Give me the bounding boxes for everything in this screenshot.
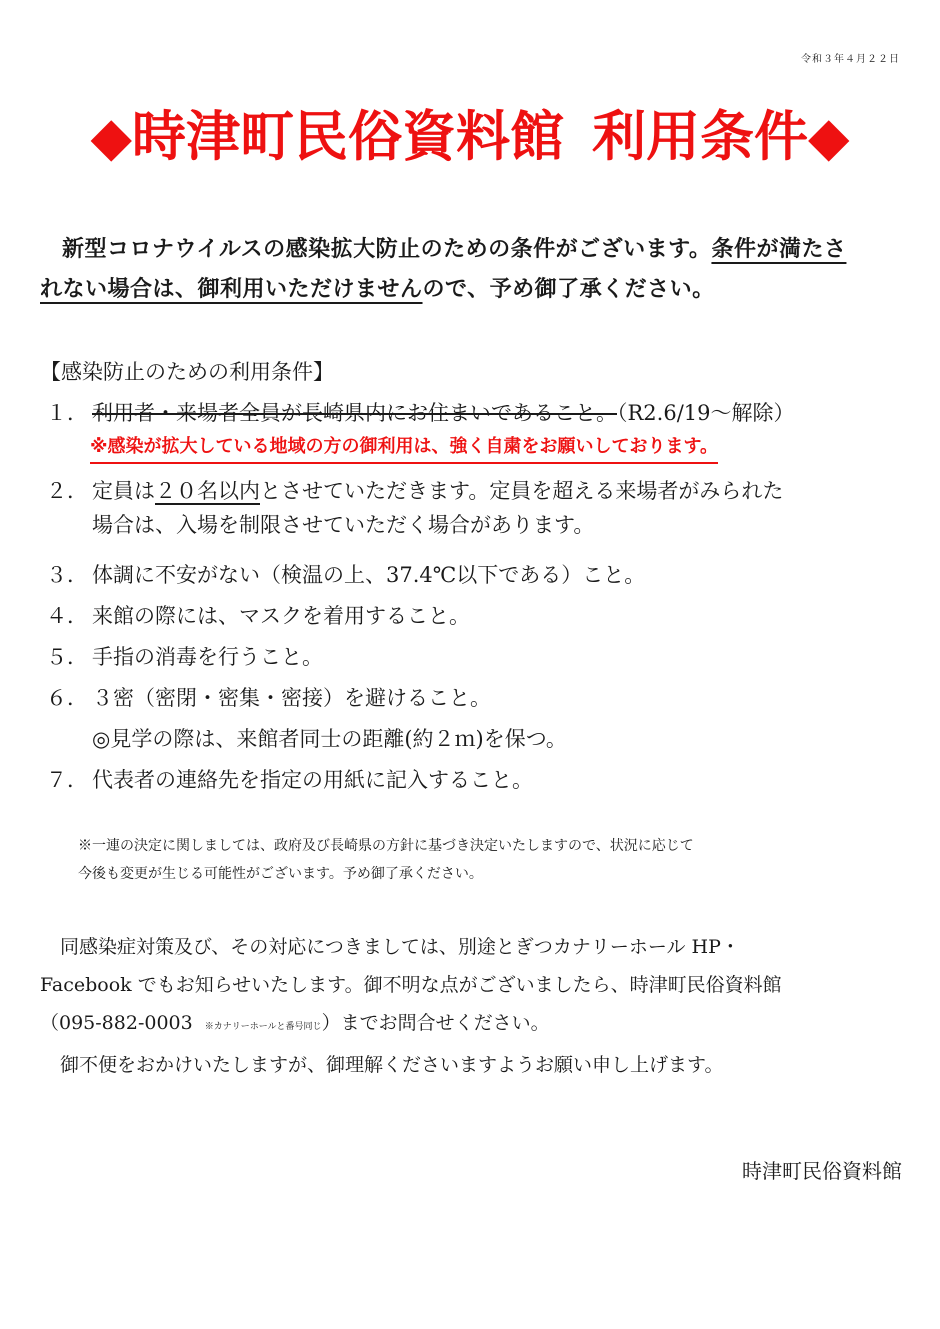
- item-number: ４．: [46, 604, 88, 628]
- intro-underlined-2: れない場合は、御利用いただけません: [40, 277, 423, 302]
- signature: 時津町民俗資料館: [742, 1159, 902, 1183]
- item-number: ６．: [46, 686, 88, 710]
- item-text: 代表者の連絡先を指定の用紙に記入すること。: [92, 768, 533, 792]
- title-sub: 利用条件: [592, 105, 808, 168]
- intro-underlined-1: 条件が満たさ: [711, 237, 847, 262]
- closing-line-3: （095-882-0003 ※カナリーホールと番号同じ）までお問合せください。: [40, 1012, 550, 1034]
- condition-item-6: [46, 681, 906, 756]
- item-continuation: ◎見学の際は、来館者同士の距離(約２ｍ)を保つ。: [92, 727, 567, 751]
- item-text: 体調に不安がない（検温の上、37.4℃以下である）こと。: [92, 563, 646, 587]
- closing-line-1: 同感染症対策及び、その対応につきましては、別途とぎつカナリーホール HP・: [60, 936, 740, 958]
- item-text: 来館の際には、マスクを着用すること。: [92, 604, 470, 628]
- policy-note-line-1: ※一連の決定に関しましては、政府及び長崎県の方針に基づき決定いたしますので、状況に応じて: [78, 838, 694, 854]
- item-continuation: 場合は、入場を制限させていただく場合があります。: [92, 513, 595, 537]
- condition-item-1: [46, 396, 906, 430]
- item-number: ３．: [46, 563, 88, 587]
- item-number: ５．: [46, 645, 88, 669]
- closing-line-4: 御不便をおかけいたしますが、御理解くださいますようお願い申し上げます。: [60, 1054, 724, 1076]
- phone-note: ※カナリーホールと番号同じ: [204, 1022, 322, 1032]
- closing-line-2: Facebook でもお知らせいたします。御不明な点がございましたら、時津町民俗資料館: [40, 974, 782, 996]
- intro-paragraph: [40, 230, 906, 310]
- conditions-heading: 【感染防止のための利用条件】: [40, 360, 334, 384]
- capacity-highlight: ２０名以内: [155, 479, 260, 503]
- condition-item-5: [46, 640, 906, 674]
- page-title: [0, 100, 940, 174]
- item-text: ３密（密閉・密集・密接）を避けること。: [92, 686, 491, 710]
- red-warning-note: ※感染が拡大している地域の方の御利用は、強く自粛をお願いしております。: [90, 432, 718, 464]
- item-text: 定員は: [92, 479, 155, 503]
- condition-item-2: [46, 474, 906, 542]
- intro-text-2: ので、予め御了承ください。: [422, 277, 715, 302]
- item-text: 手指の消毒を行うこと。: [92, 645, 323, 669]
- item-suffix: （R2.6/19～解除）: [617, 401, 795, 425]
- condition-item-3: [46, 558, 906, 592]
- condition-item-4: [46, 599, 906, 633]
- diamond-icon-left: ◆: [90, 105, 132, 168]
- item-number: ７．: [46, 768, 88, 792]
- closing-paragraph: [40, 928, 906, 1084]
- title-main: 時津町民俗資料館: [132, 105, 564, 168]
- policy-note-line-2: 今後も変更が生じる可能性がございます。予め御了承ください。: [78, 866, 483, 882]
- contact-phone: （095-882-0003: [40, 1012, 193, 1034]
- condition-item-7: [46, 763, 906, 797]
- intro-text: 新型コロナウイルスの感染拡大防止のための条件がございます。: [62, 237, 712, 262]
- policy-note: [78, 832, 898, 888]
- diamond-icon-right: ◆: [808, 105, 850, 168]
- item-text-post: とさせていただきます。定員を超える来場者がみられた: [260, 479, 784, 503]
- item-number: １．: [46, 401, 88, 425]
- issue-date: 令和３年４月２２日: [801, 54, 900, 65]
- item-number: ２．: [46, 479, 88, 503]
- item-struck-text: 利用者・来場者全員が長崎県内にお住まいであること。: [92, 401, 617, 425]
